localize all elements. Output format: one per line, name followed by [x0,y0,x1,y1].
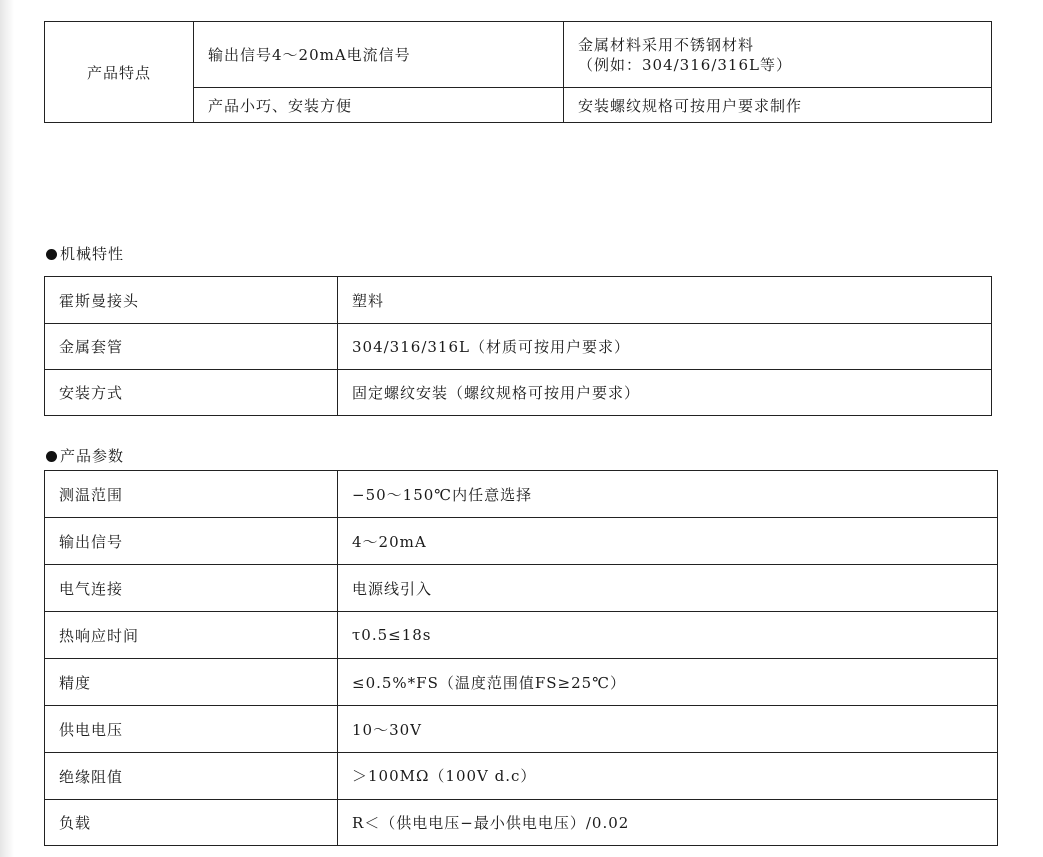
mechanical-section-title [46,243,124,264]
table-row [45,324,992,370]
param-value: 电源线引入 [338,565,998,612]
param-value: 10～30V [338,706,998,753]
mech-value: 塑料 [338,277,992,324]
bullet-icon [46,249,57,260]
param-label: 负载 [45,800,338,846]
mech-label: 霍斯曼接头 [45,277,338,324]
mechanical-title-text: 机械特性 [60,245,125,263]
page-edge-shadow [0,0,14,857]
feature-thread: 安装螺纹规格可按用户要求制作 [564,88,992,123]
param-value: τ0.5≤18s [338,612,998,659]
param-value: ≤0.5%*FS（温度范围值FS≥25℃） [338,659,998,706]
param-label: 供电电压 [45,706,338,753]
table-row [45,800,998,846]
param-value: −50～150℃内任意选择 [338,471,998,518]
table-row [45,706,998,753]
parameters-table [44,470,998,846]
table-row [45,753,998,800]
param-label: 测温范围 [45,471,338,518]
mech-label: 金属套管 [45,324,338,370]
table-row [45,659,998,706]
feature-material-line2: （例如：304/316/316L等） [578,55,792,74]
mech-value: 304/316/316L（材质可按用户要求） [338,324,992,370]
table-row [45,370,992,416]
param-value: ＞100MΩ（100V d.c） [338,753,998,800]
feature-material-line1: 金属材料采用不锈钢材料 [578,35,755,54]
mech-value: 固定螺纹安装（螺纹规格可按用户要求） [338,370,992,416]
feature-material [564,22,992,88]
features-header: 产品特点 [45,22,194,123]
table-row [45,518,998,565]
bullet-icon [46,451,57,462]
table-row [45,612,998,659]
param-value: 4～20mA [338,518,998,565]
parameters-section-title [46,445,124,466]
parameters-title-text: 产品参数 [60,447,125,465]
param-label: 热响应时间 [45,612,338,659]
feature-compact: 产品小巧、安装方便 [194,88,564,123]
table-row [45,277,992,324]
table-row [45,22,992,88]
param-label: 绝缘阻值 [45,753,338,800]
mechanical-table [44,276,992,416]
param-label: 精度 [45,659,338,706]
param-value: R＜（供电电压−最小供电电压）/0.02 [338,800,998,846]
mech-label: 安装方式 [45,370,338,416]
param-label: 电气连接 [45,565,338,612]
feature-output-signal: 输出信号4～20mA电流信号 [194,22,564,88]
product-features-table [44,21,992,123]
param-label: 输出信号 [45,518,338,565]
table-row [45,471,998,518]
table-row [45,565,998,612]
